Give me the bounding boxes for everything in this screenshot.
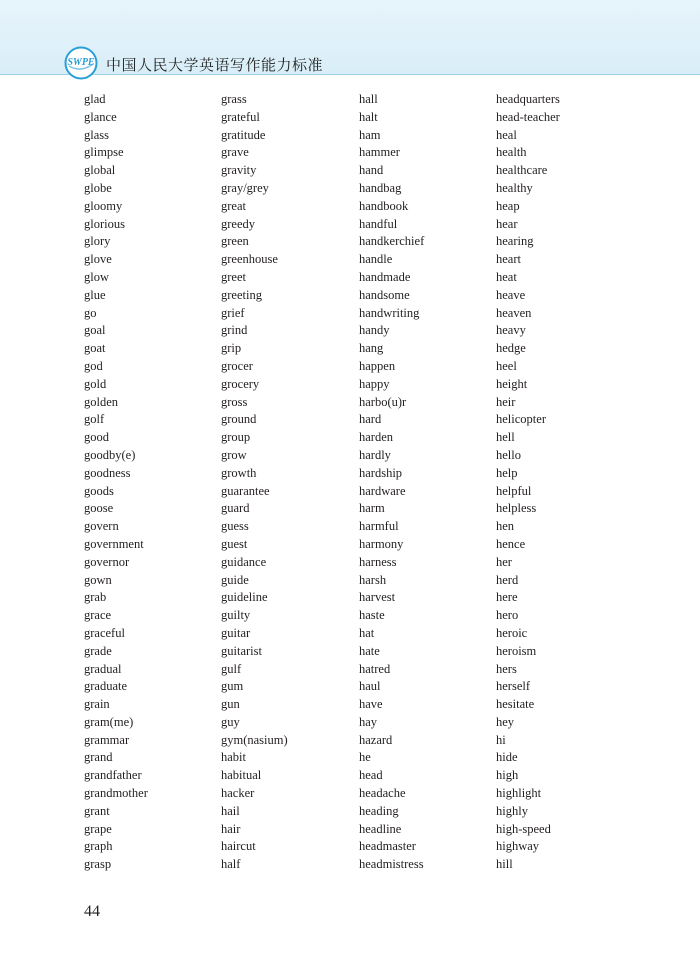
logo-text: SWPE — [67, 57, 95, 68]
word-entry: grocer — [221, 358, 253, 373]
word-entry: goodby(e) — [84, 447, 136, 462]
word-entry: gown — [84, 572, 112, 587]
page-number: 44 — [84, 903, 100, 920]
word-entry: goal — [84, 323, 106, 338]
word-entry: height — [496, 376, 528, 391]
word-entry: he — [359, 750, 371, 765]
word-entry: grocery — [221, 376, 260, 391]
word-entry: harness — [359, 554, 397, 569]
word-column-3 — [359, 91, 424, 874]
word-entry: great — [221, 198, 246, 213]
word-entry: habitual — [221, 768, 262, 783]
word-entry: governor — [84, 554, 130, 569]
word-entry: head-teacher — [496, 109, 560, 124]
word-entry: hardly — [359, 447, 391, 462]
word-entry: hence — [496, 536, 526, 551]
word-entry: helpful — [496, 483, 532, 498]
word-entry: hair — [221, 821, 241, 836]
word-entry: have — [359, 697, 383, 712]
word-entry: gram(me) — [84, 714, 134, 729]
word-entry: govern — [84, 519, 119, 534]
word-entry: handkerchief — [359, 234, 425, 249]
word-entry: glorious — [84, 216, 125, 231]
word-entry: hang — [359, 341, 384, 356]
word-entry: grab — [84, 590, 107, 605]
word-entry: good — [84, 430, 109, 445]
word-entry: gravity — [221, 163, 257, 178]
word-entry: heap — [496, 198, 520, 213]
swpe-logo-icon — [64, 46, 98, 80]
word-entry: heave — [496, 287, 526, 302]
word-entry: hey — [496, 714, 515, 729]
word-entry: head — [359, 768, 383, 783]
word-entry: heat — [496, 269, 517, 284]
word-entry: gray/grey — [221, 180, 269, 195]
word-entry: guide — [221, 572, 249, 587]
word-entry: hesitate — [496, 697, 535, 712]
word-entry: graceful — [84, 625, 125, 640]
word-entry: hate — [359, 643, 380, 658]
word-entry: graduate — [84, 679, 128, 694]
word-entry: highly — [496, 803, 528, 818]
word-entry: harmony — [359, 536, 404, 551]
word-entry: goodness — [84, 465, 131, 480]
word-entry: greedy — [221, 216, 256, 231]
word-entry: golden — [84, 394, 119, 409]
word-entry: gloomy — [84, 198, 123, 213]
word-entry: gun — [221, 697, 240, 712]
word-entry: harmful — [359, 519, 399, 534]
word-entry: guilty — [221, 608, 251, 623]
word-entry: happen — [359, 358, 396, 373]
word-entry: goose — [84, 501, 114, 516]
word-entry: ground — [221, 412, 257, 427]
word-entry: growth — [221, 465, 257, 480]
word-entry: grief — [221, 305, 245, 320]
word-entry: grass — [221, 92, 247, 106]
word-entry: herd — [496, 572, 519, 587]
word-entry: high-speed — [496, 821, 551, 836]
word-entry: guidance — [221, 554, 267, 569]
word-entry: here — [496, 590, 518, 605]
word-entry: heroic — [496, 625, 528, 640]
page-header — [0, 0, 700, 75]
word-entry: greet — [221, 269, 246, 284]
word-entry: hatred — [359, 661, 391, 676]
word-entry: glimpse — [84, 145, 124, 160]
word-entry: glance — [84, 109, 117, 124]
word-entry: harden — [359, 430, 394, 445]
word-entry: graph — [84, 839, 113, 854]
word-entry: happy — [359, 376, 390, 391]
word-entry: goods — [84, 483, 114, 498]
word-entry: hen — [496, 519, 515, 534]
word-entry: guideline — [221, 590, 268, 605]
word-entry: god — [84, 358, 103, 373]
word-entry: haul — [359, 679, 381, 694]
word-entry: handsome — [359, 287, 410, 302]
word-entry: helicopter — [496, 412, 546, 427]
word-entry: harm — [359, 501, 385, 516]
word-entry: hacker — [221, 786, 255, 801]
word-entry: halt — [359, 109, 378, 124]
word-entry: heading — [359, 803, 399, 818]
word-entry: guard — [221, 501, 250, 516]
word-entry: guitarist — [221, 643, 262, 658]
word-entry: help — [496, 465, 518, 480]
word-entry: headmistress — [359, 857, 424, 872]
word-entry: highway — [496, 839, 540, 854]
word-entry: heel — [496, 358, 517, 373]
word-entry: guitar — [221, 625, 251, 640]
word-entry: glow — [84, 269, 109, 284]
word-entry: grandfather — [84, 768, 142, 783]
word-entry: grave — [221, 145, 249, 160]
word-entry: hammer — [359, 145, 400, 160]
word-entry: glove — [84, 252, 112, 267]
word-entry: grand — [84, 750, 113, 765]
word-entry: hero — [496, 608, 519, 623]
word-entry: handbag — [359, 180, 402, 195]
word-entry: heavy — [496, 323, 526, 338]
word-entry: grandmother — [84, 786, 148, 801]
word-entry: glue — [84, 287, 106, 302]
word-entry: hearing — [496, 234, 534, 249]
word-entry: hall — [359, 92, 378, 106]
word-entry: handle — [359, 252, 393, 267]
word-entry: hazard — [359, 732, 393, 747]
word-entry: gym(nasium) — [221, 732, 288, 747]
word-entry: haste — [359, 608, 385, 623]
word-entry: global — [84, 163, 116, 178]
word-entry: grip — [221, 341, 242, 356]
word-entry: hard — [359, 412, 382, 427]
word-entry: grateful — [221, 109, 260, 124]
word-column-2 — [221, 91, 288, 874]
word-entry: harsh — [359, 572, 387, 587]
word-entry: helpless — [496, 501, 537, 516]
word-entry: group — [221, 430, 251, 445]
word-column-4 — [496, 91, 560, 874]
word-entry: guess — [221, 519, 249, 534]
word-entry: headache — [359, 786, 406, 801]
word-entry: hardship — [359, 465, 403, 480]
page-header-title: 中国人民大学英语写作能力标准 — [106, 56, 324, 74]
word-entry: goat — [84, 341, 106, 356]
word-entry: greeting — [221, 287, 262, 302]
word-entry: healthcare — [496, 163, 548, 178]
word-entry: heaven — [496, 305, 532, 320]
word-entry: haircut — [221, 839, 256, 854]
word-entry: gum — [221, 679, 244, 694]
word-entry: grain — [84, 697, 110, 712]
word-entry: handy — [359, 323, 390, 338]
word-entry: grant — [84, 803, 110, 818]
word-entry: go — [84, 305, 97, 320]
word-entry: gulf — [221, 661, 242, 676]
word-entry: hand — [359, 163, 384, 178]
word-entry: heal — [496, 127, 517, 142]
word-entry: grace — [84, 608, 112, 623]
word-entry: headquarters — [496, 92, 560, 106]
word-entry: hail — [221, 803, 240, 818]
word-entry: hell — [496, 430, 515, 445]
word-entry: heir — [496, 394, 516, 409]
word-entry: hay — [359, 714, 378, 729]
word-entry: hide — [496, 750, 518, 765]
word-entry: handbook — [359, 198, 409, 213]
word-entry: her — [496, 554, 512, 569]
word-entry: gratitude — [221, 127, 266, 142]
word-entry: grow — [221, 447, 247, 462]
word-entry: herself — [496, 679, 531, 694]
word-entry: glass — [84, 127, 109, 142]
word-entry: grape — [84, 821, 112, 836]
word-entry: handful — [359, 216, 398, 231]
word-entry: heart — [496, 252, 521, 267]
word-entry: habit — [221, 750, 246, 765]
word-entry: highlight — [496, 786, 542, 801]
word-entry: handmade — [359, 269, 411, 284]
word-entry: guy — [221, 714, 240, 729]
word-entry: healthy — [496, 180, 533, 195]
word-entry: handwriting — [359, 305, 420, 320]
word-entry: guarantee — [221, 483, 270, 498]
word-entry: grade — [84, 643, 112, 658]
word-entry: hi — [496, 732, 506, 747]
word-entry: guest — [221, 536, 248, 551]
word-entry: heroism — [496, 643, 537, 658]
word-entry: grasp — [84, 857, 112, 872]
word-entry: grind — [221, 323, 248, 338]
word-entry: greenhouse — [221, 252, 278, 267]
word-entry: glory — [84, 234, 111, 249]
word-entry: hedge — [496, 341, 526, 356]
word-entry: harvest — [359, 590, 396, 605]
word-entry: half — [221, 857, 241, 872]
word-entry: hat — [359, 625, 375, 640]
word-entry: gradual — [84, 661, 122, 676]
word-entry: headline — [359, 821, 402, 836]
word-entry: hello — [496, 447, 521, 462]
word-column-1 — [84, 91, 148, 874]
word-entry: hear — [496, 216, 518, 231]
word-entry: globe — [84, 180, 112, 195]
word-entry: high — [496, 768, 519, 783]
word-entry: golf — [84, 412, 105, 427]
word-entry: grammar — [84, 732, 130, 747]
word-entry: gold — [84, 376, 107, 391]
word-entry: harbo(u)r — [359, 394, 407, 409]
word-entry: hers — [496, 661, 517, 676]
word-entry: ham — [359, 127, 381, 142]
word-entry: hardware — [359, 483, 406, 498]
word-entry: government — [84, 536, 144, 551]
word-entry: headmaster — [359, 839, 416, 854]
word-entry: glad — [84, 92, 106, 106]
word-entry: green — [221, 234, 249, 249]
word-entry: health — [496, 145, 527, 160]
word-entry: gross — [221, 394, 248, 409]
word-entry: hill — [496, 857, 513, 872]
